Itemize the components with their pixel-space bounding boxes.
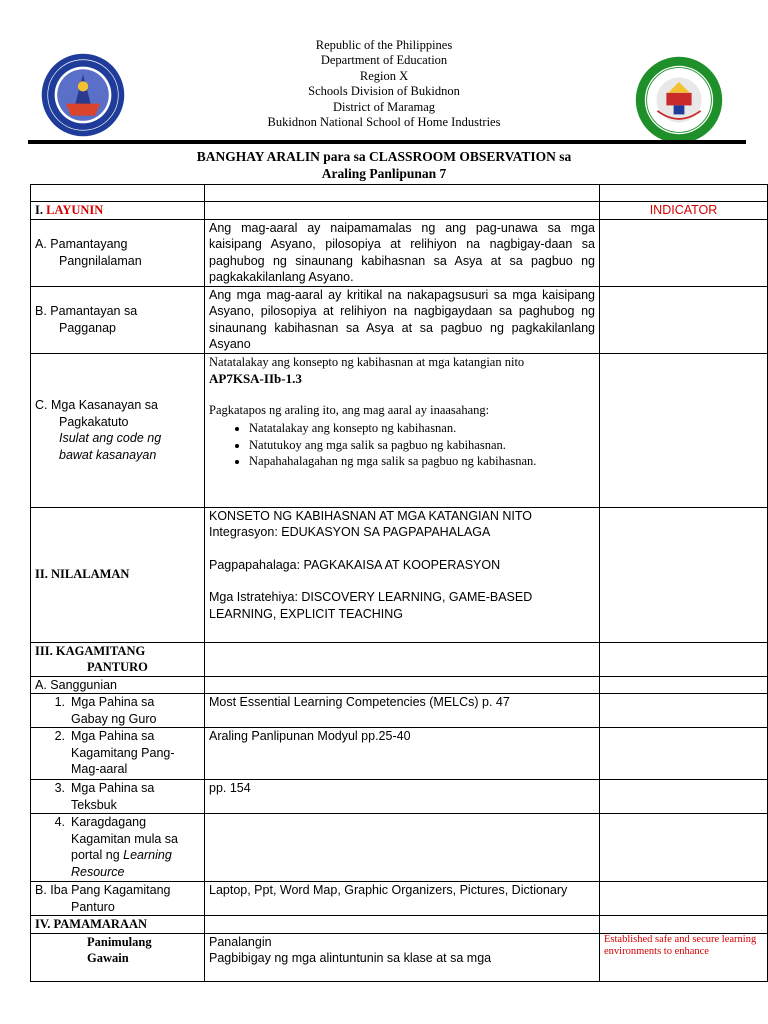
objective-list <box>209 420 595 470</box>
lesson-plan-table <box>30 184 768 982</box>
header-divider <box>28 140 746 144</box>
table-row-iba <box>31 882 768 916</box>
letterhead-line: Department of Education <box>320 53 448 68</box>
title-line-2: Araling Panlipunan 7 <box>321 166 447 181</box>
kagamitan-heading: III. KAGAMITANG PANTURO <box>31 642 205 676</box>
pagganap-label: B. Pamantayan sa Pagganap <box>31 286 205 353</box>
table-row-sanggunian <box>31 676 768 694</box>
list-item: • Natutukoy ang mga salik sa pagbuo ng kabihasnan. <box>249 437 595 454</box>
letterhead-line: Schools Division of Bukidnon <box>308 84 460 99</box>
table-row-nilalaman <box>31 507 768 642</box>
ref2-label: 2. Mga Pahina sa Kagamitang Pang- Mag-aaral <box>31 728 205 780</box>
table-row-layunin <box>31 202 768 220</box>
indicator-note: Established safe and secure learning environments to enhance <box>600 933 768 981</box>
pamantayang-text: Ang mag-aaral ay naipamamalas ng ang pag-unawa sa mga kaisipang Asyano, pilosopiya at relihiyon na nagbigay-daan sa paghubog ng sinaunang kabihasnan sa Asya at sa pagbuo ng pagkakakilanlang Asyano. <box>205 219 600 286</box>
table-row-ref3 <box>31 780 768 814</box>
pagganap-text: Ang mga mag-aaral ay kritikal na nakapagsusuri sa mga kaisipang Asyano, pilosopiya at relihiyon na nagbigaydaan sa paghubog ng sinaunang kabihasnan sa Asya at sa pagbuo ng pagkakilanlang Asyano <box>205 286 600 353</box>
table-row-pamamaraan <box>31 916 768 934</box>
nilalaman-content: KONSETO NG KABIHASNAN AT MGA KATANGIAN NITO Integrasyon: EDUKASYON SA PAGPAPAHALAGA Pagpapahalaga: PAGKAKAISA AT KOOPERASYON Mga Istratehiya: DISCOVERY LEARNING, GAME-BASED LEARNING, EXPLICIT TEACHING <box>205 507 600 642</box>
letterhead-line: Bukidnon National School of Home Industries <box>267 115 501 130</box>
table-row-pagganap <box>31 286 768 353</box>
sanggunian-label: A. Sanggunian <box>31 676 205 694</box>
table-row-panimulang <box>31 933 768 981</box>
ref4-label: 4. Karagdagang Kagamitan mula sa portal ng Learning Resource <box>31 814 205 882</box>
panimulang-label: Panimulang Gawain <box>31 933 205 981</box>
ref2-text: Araling Panlipunan Modyul pp.25-40 <box>205 728 600 780</box>
document-title <box>0 148 768 182</box>
kasanayan-content: Natatalakay ang konsepto ng kabihasnan at mga katangian nito AP7KSA-IIb-1.3 Pagkatapos ng araling ito, ang mag aaral ay inaasahang: • Natatalakay ang konsepto ng kabihasnan. • Natutukoy ang mga salik sa pagbuo ng kabihasnan. • Napahahalagahan ng mga salik sa pagbuo ng kabihasnan. <box>205 353 600 507</box>
iba-label: B. Iba Pang Kagamitang Panturo <box>31 882 205 916</box>
panimulang-text: Panalangin Pagbibigay ng mga alintuntunin sa klase at sa mga <box>205 933 600 981</box>
table-row-kagamitan <box>31 642 768 676</box>
table-row-ref4 <box>31 814 768 882</box>
letterhead-line: District of Maramag <box>332 99 436 114</box>
ref1-label: 1. Mga Pahina sa Gabay ng Guro <box>31 694 205 728</box>
pamamaraan-heading: IV. PAMAMARAAN <box>31 916 205 934</box>
ref3-text: pp. 154 <box>205 780 600 814</box>
table-row-pamantayang <box>31 219 768 286</box>
letterhead-line: Region X <box>359 68 409 83</box>
letterhead-line: Republic of the Philippines <box>315 38 453 52</box>
letterhead <box>0 38 768 130</box>
list-item: • Natatalakay ang konsepto ng kabihasnan. <box>249 420 595 437</box>
table-row-kasanayan <box>31 353 768 507</box>
indicator-heading: INDICATOR <box>600 202 768 220</box>
table-row-blank <box>31 185 768 202</box>
layunin-heading: I. LAYUNIN <box>31 202 205 220</box>
iba-text: Laptop, Ppt, Word Map, Graphic Organizers, Pictures, Dictionary <box>205 882 600 916</box>
title-line-1: BANGHAY ARALIN para sa CLASSROOM OBSERVATION sa <box>196 149 572 164</box>
kasanayan-label: C. Mga Kasanayan sa Pagkakatuto Isulat ang code ng bawat kasanayan <box>31 353 205 507</box>
ref1-text: Most Essential Learning Competencies (MELCs) p. 47 <box>205 694 600 728</box>
pamantayang-label: A. Pamantayang Pangnilalaman <box>31 219 205 286</box>
table-row-ref2 <box>31 728 768 780</box>
nilalaman-heading: II. NILALAMAN <box>31 507 205 642</box>
list-item: • Napahahalagahan ng mga salik sa pagbuo ng kabihasnan. <box>249 453 595 470</box>
table-row-ref1 <box>31 694 768 728</box>
ref3-label: 3. Mga Pahina sa Teksbuk <box>31 780 205 814</box>
